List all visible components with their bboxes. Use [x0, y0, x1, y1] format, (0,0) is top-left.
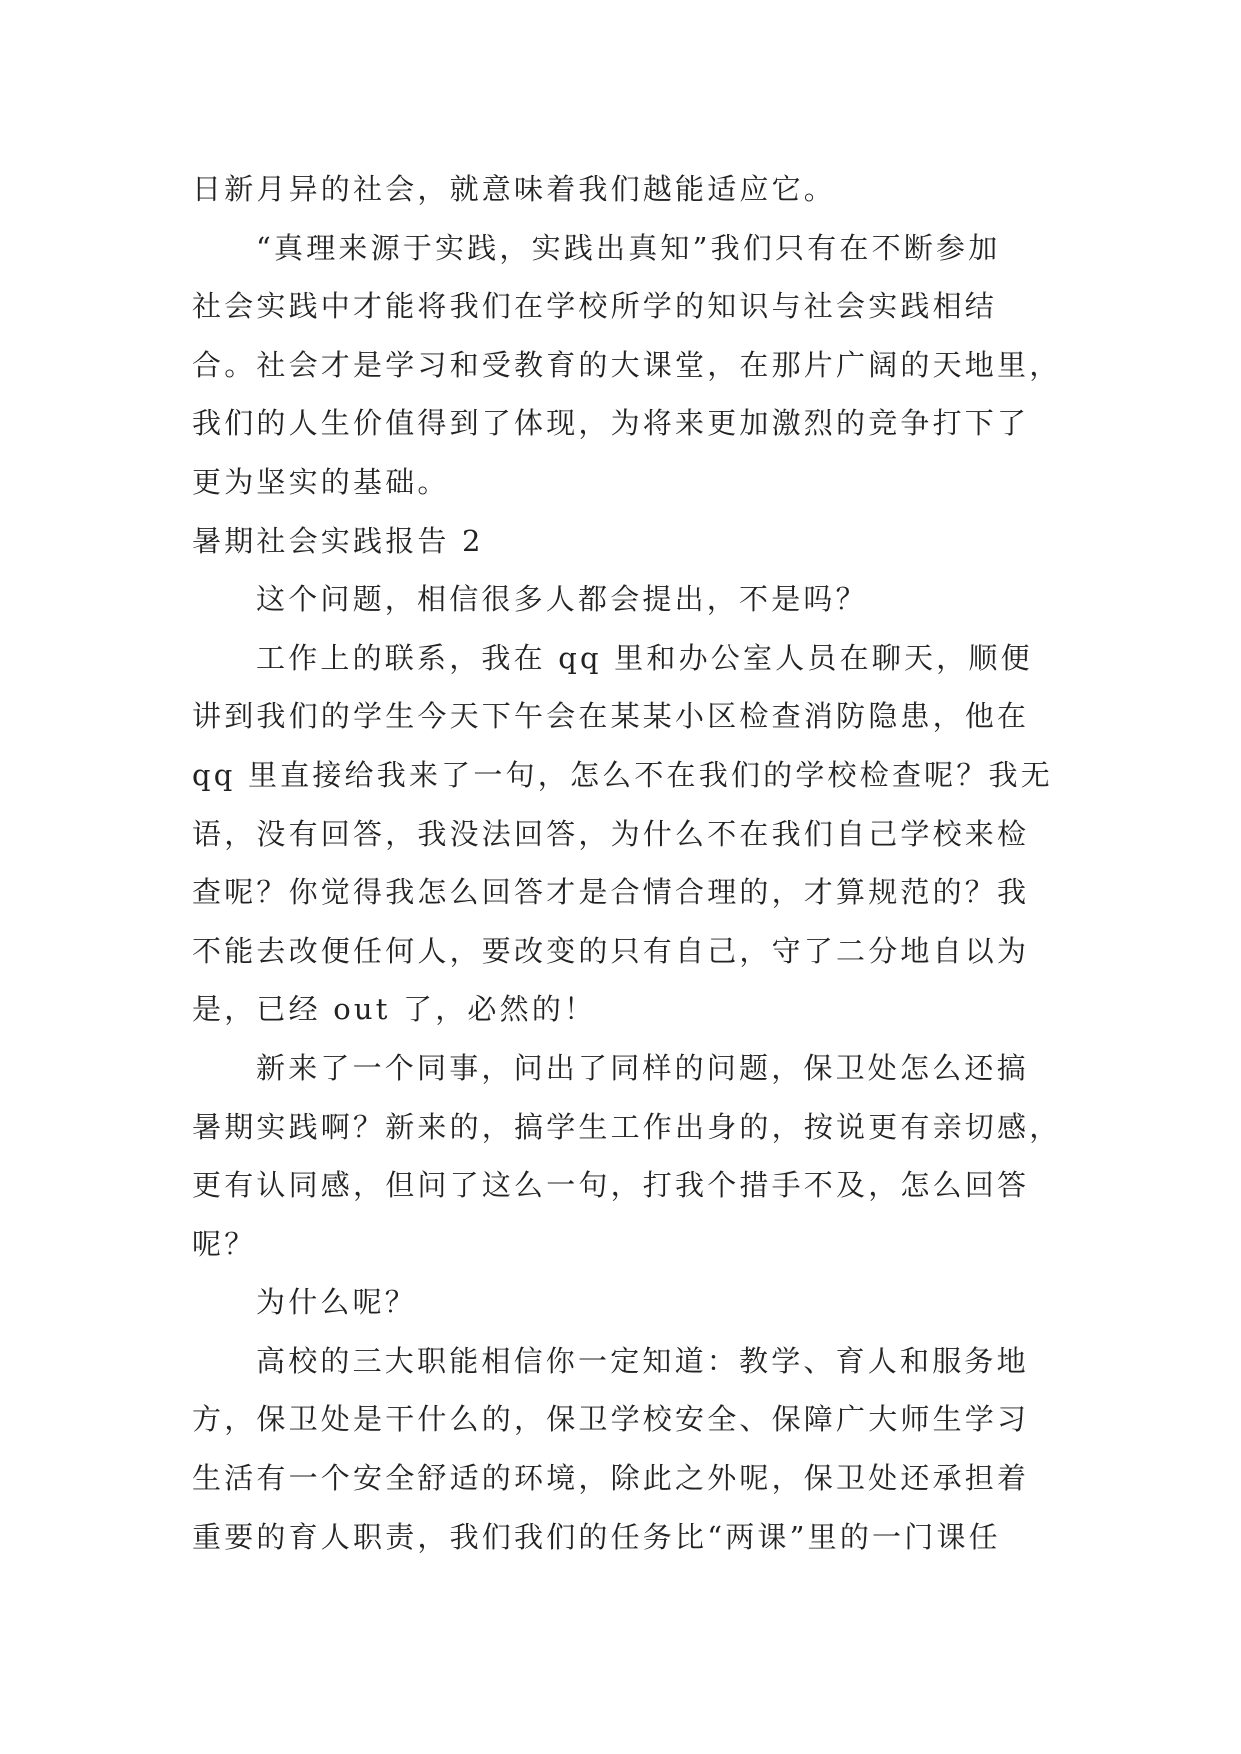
text-line: 工作上的联系，我在 qq 里和办公室人员在聊天，顺便: [256, 640, 1033, 675]
text-line: 社会实践中才能将我们在学校所学的知识与社会实践相结: [192, 289, 998, 324]
document-body: [192, 160, 1062, 1566]
text-line: 是，已经 out 了，必然的！: [192, 992, 597, 1027]
text-line: 合。社会才是学习和受教育的大课堂，在那片广阔的天地里，: [192, 347, 1062, 382]
text-line: 日新月异的社会，就意味着我们越能适应它。: [192, 172, 837, 206]
text-line: 呢？: [192, 1226, 257, 1261]
text-line: 语，没有回答，我没法回答，为什么不在我们自己学校来检: [192, 816, 1030, 851]
text-line: 重要的育人职责，我们我们的任务比“两课”里的一门课任: [192, 1519, 1001, 1554]
text-line: 这个问题，相信很多人都会提出，不是吗？: [256, 582, 868, 617]
text-line: qq 里直接给我来了一句，怎么不在我们的学校检查呢？我无: [192, 757, 1053, 792]
text-line: 更为坚实的基础。: [192, 464, 450, 499]
text-line: 不能去改便任何人，要改变的只有自己，守了二分地自以为: [192, 933, 1030, 968]
text-line: 高校的三大职能相信你一定知道：教学、育人和服务地: [256, 1343, 1029, 1378]
text-line: 更有认同感，但问了这么一句，打我个措手不及，怎么回答: [192, 1168, 1030, 1203]
text-line: 查呢？你觉得我怎么回答才是合情合理的，才算规范的？我: [192, 875, 1030, 910]
text-line: 讲到我们的学生今天下午会在某某小区检查消防隐患，他在: [192, 699, 1030, 734]
text-line: 我们的人生价值得到了体现，为将来更加激烈的竞争打下了: [192, 406, 1030, 441]
section-heading: 暑期社会实践报告 2: [192, 523, 484, 558]
text-line: 方，保卫处是干什么的，保卫学校安全、保障广大师生学习: [192, 1402, 1030, 1437]
text-line: “真理来源于实践，实践出真知”我们只有在不断参加: [256, 230, 1001, 265]
text-line: 新来了一个同事，问出了同样的问题，保卫处怎么还搞: [256, 1050, 1029, 1085]
text-line: 为什么呢？: [256, 1285, 418, 1320]
text-line: 生活有一个安全舒适的环境，除此之外呢，保卫处还承担着: [192, 1461, 1030, 1496]
text-line: 暑期实践啊？新来的，搞学生工作出身的，按说更有亲切感，: [192, 1109, 1062, 1144]
